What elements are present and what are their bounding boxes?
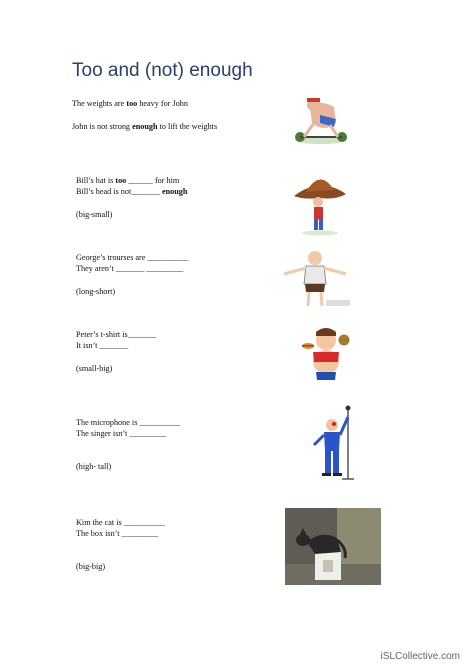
bill-hint: (big-small) — [76, 210, 113, 219]
example-sentence-2: John is not strong enough to lift the weights — [72, 122, 218, 131]
weightlifter-picture — [290, 93, 352, 145]
kim-line-1: Kim the cat is __________ — [76, 518, 165, 527]
microphone-line-1: The microphone is __________ — [76, 418, 181, 427]
peter-line-2: It isn’t _______ — [76, 341, 129, 350]
example-sentence-1: The weights are too heavy for John — [72, 99, 188, 108]
big-hat-man-picture — [290, 170, 350, 236]
bill-line-2: Bill’s head is not_______ enough — [76, 187, 188, 196]
george-hint: (long-short) — [76, 287, 116, 296]
microphone-line-2: The singer isn’t _________ — [76, 429, 167, 438]
singer-microphone-picture — [308, 403, 356, 483]
kim-line-2: The box isn’t _________ — [76, 529, 159, 538]
bill-line-1: Bill’s hat is too ______ for him — [76, 176, 180, 185]
peter-hint: (small-big) — [76, 364, 113, 373]
watermark: iSLCollective.com — [380, 651, 460, 662]
kim-hint: (big-big) — [76, 562, 106, 571]
page-title: Too and (not) enough — [72, 60, 253, 81]
microphone-hint: (high- tall) — [76, 462, 112, 471]
george-line-2: They aren’t _______ _________ — [76, 264, 184, 273]
george-line-1: George’s trourses are __________ — [76, 253, 189, 262]
short-trousers-man-picture — [278, 248, 352, 310]
tight-t-shirt-boy-picture — [302, 326, 350, 388]
peter-line-1: Peter’s t-shirt is_______ — [76, 330, 157, 339]
cat-in-box-photo — [285, 508, 381, 585]
